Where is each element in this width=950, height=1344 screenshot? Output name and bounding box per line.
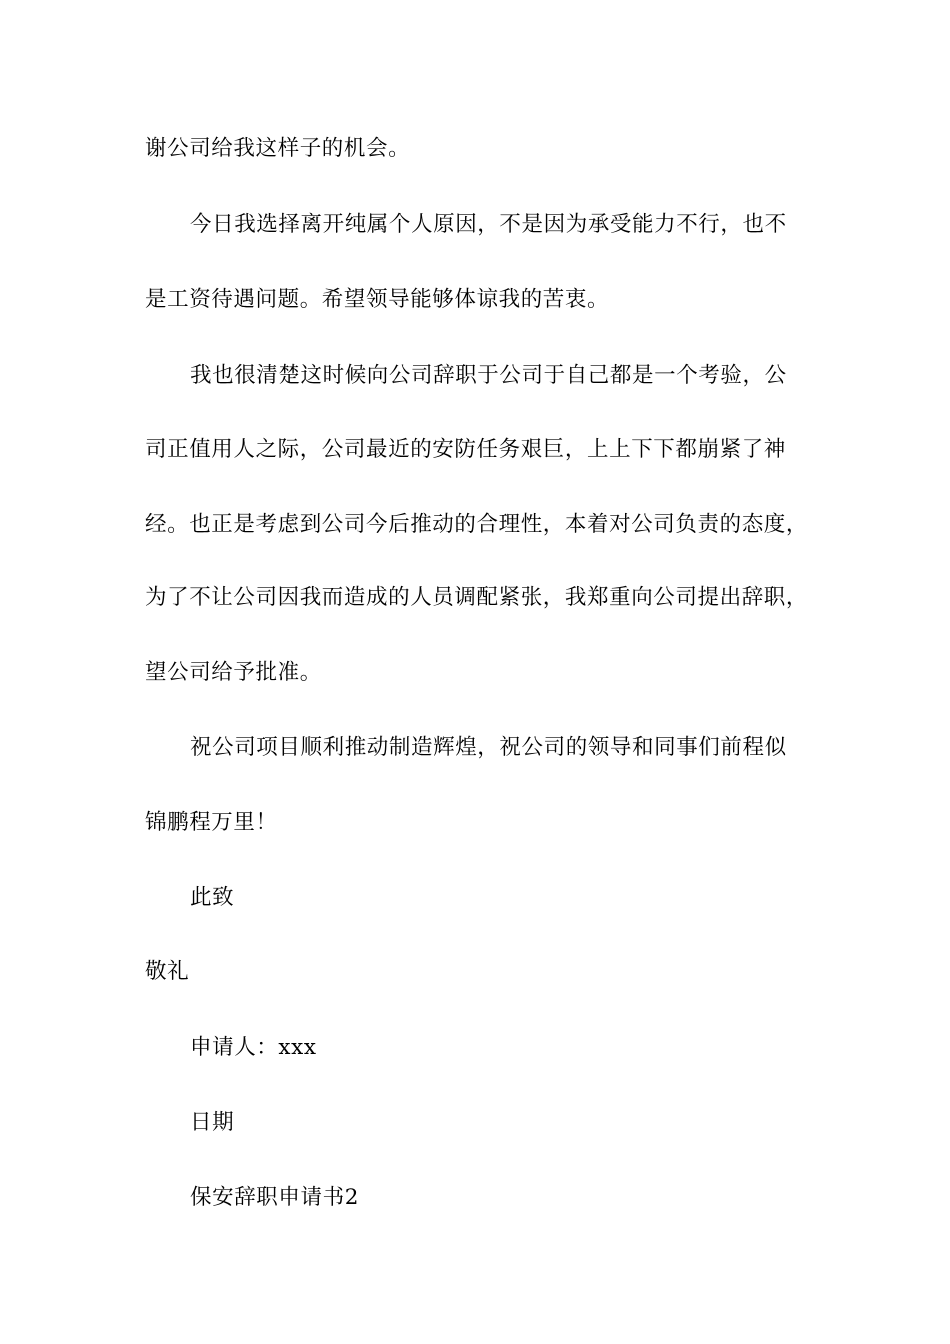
paragraph-line: 经。也正是考虑到公司今后推动的合理性，本着对公司负责的态度， [145, 512, 809, 537]
paragraph-line: 是工资待遇问题。希望领导能够体谅我的苦衷。 [145, 287, 610, 312]
paragraph-line: 今日我选择离开纯属个人原因，不是因为承受能力不行，也不 [190, 212, 787, 237]
paragraph-line: 望公司给予批准。 [145, 660, 322, 685]
paragraph-line: 我也很清楚这时候向公司辞职于公司于自己都是一个考验，公 [190, 363, 787, 388]
paragraph-line: 祝公司项目顺利推动制造辉煌，祝公司的领导和同事们前程似 [190, 735, 787, 760]
paragraph-line: 为了不让公司因我而造成的人员调配紧张，我郑重向公司提出辞职， [145, 585, 809, 610]
section-title: 保安辞职申请书2 [190, 1185, 359, 1210]
closing-regards: 敬礼 [145, 959, 190, 984]
paragraph-line: 锦鹏程万里！ [145, 810, 278, 835]
closing-salutation: 此致 [190, 885, 235, 910]
applicant-line: 申请人：xxx [190, 1035, 317, 1060]
date-line: 日期 [190, 1110, 235, 1135]
paragraph-line: 司正值用人之际，公司最近的安防任务艰巨，上上下下都崩紧了神 [145, 437, 786, 462]
paragraph-line: 谢公司给我这样子的机会。 [145, 136, 411, 161]
